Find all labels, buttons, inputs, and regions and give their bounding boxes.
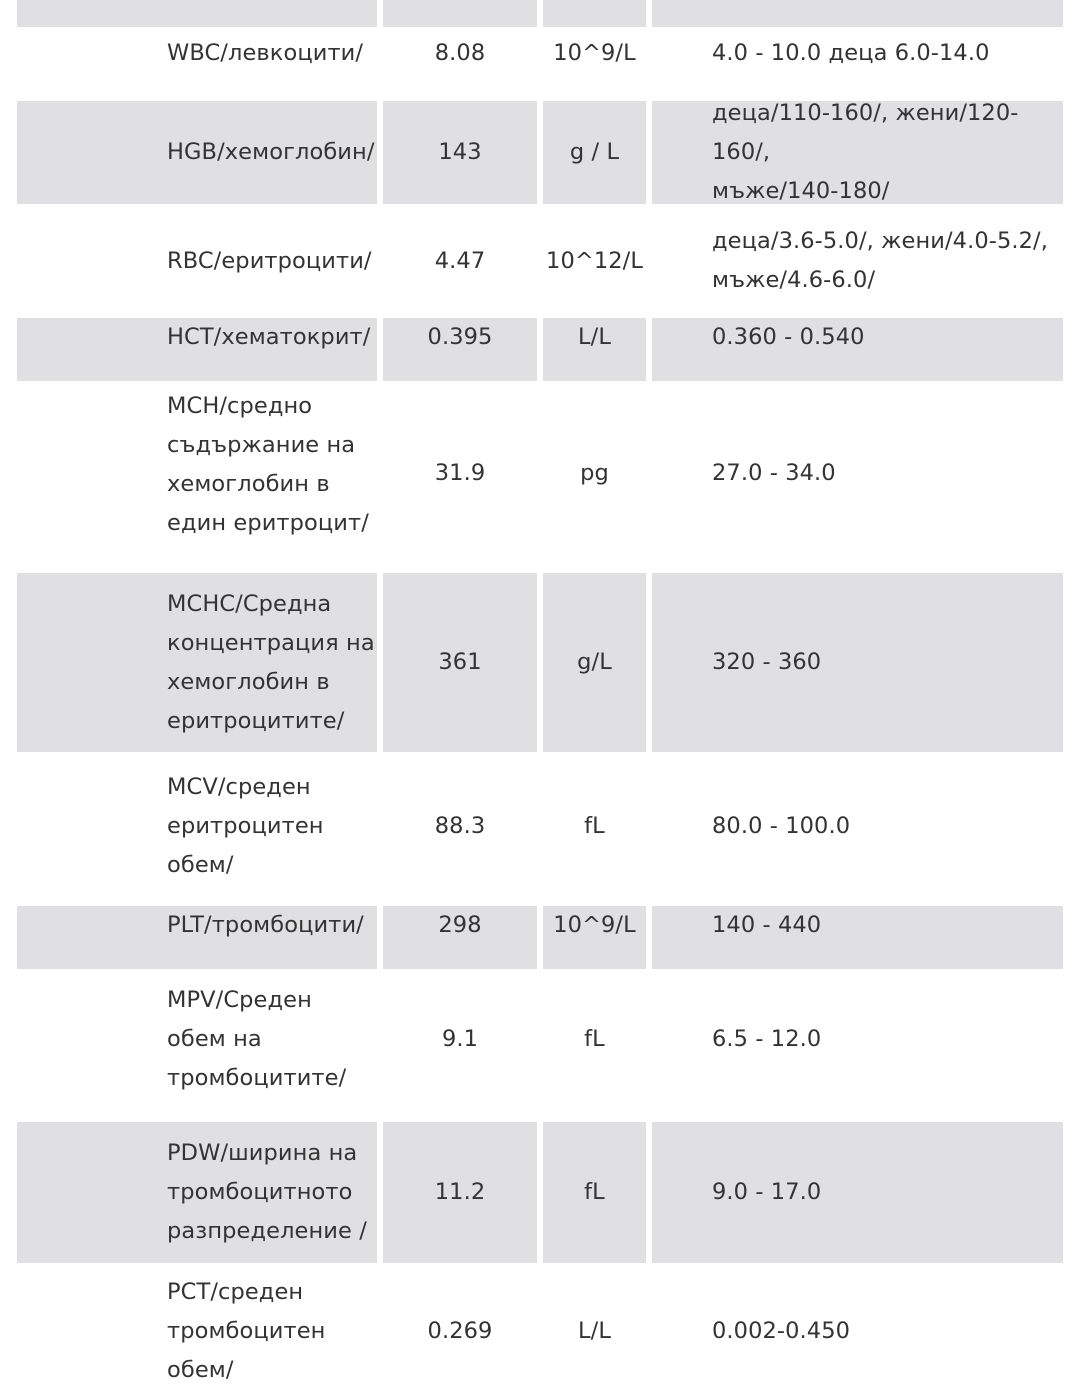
- test-unit: fL: [584, 1025, 605, 1052]
- reference-range: 6.5 - 12.0: [712, 1025, 822, 1052]
- test-unit: L/L: [578, 324, 611, 350]
- test-unit: fL: [584, 812, 605, 839]
- test-name: MCH/средно съдържание на хемоглобин в един еритроцит/: [167, 393, 369, 536]
- table-row: [0, 101, 1080, 204]
- table-row: [0, 1122, 1080, 1263]
- test-unit: 10^9/L: [553, 40, 636, 66]
- test-name: PLT/тромбоцити/: [167, 912, 364, 938]
- test-value: 0.395: [427, 324, 493, 350]
- test-name: [167, 0, 379, 27]
- reference-range: 0.002-0.450: [712, 1318, 851, 1344]
- reference-range: 140 - 440: [712, 912, 822, 938]
- table-row: [0, 204, 1080, 318]
- test-name: MCHC/Средна концентрация на хемоглобин в еритроцитите/: [167, 590, 375, 734]
- test-value: 8.08: [434, 40, 486, 66]
- reference-range: 0.360 - 0.540: [712, 324, 865, 350]
- test-name: MCV/среден еритроцитен обем/: [167, 773, 324, 878]
- reference-range: 27.0 - 34.0: [712, 459, 836, 486]
- test-value: 361: [438, 649, 482, 675]
- table-row: [0, 0, 1080, 27]
- test-value: 4.47: [434, 247, 486, 274]
- test-value: 31.9: [434, 459, 486, 486]
- test-unit: 10^9/L: [553, 912, 636, 938]
- test-value: 9.1: [441, 1025, 479, 1052]
- reference-range: 9.0 - 17.0: [712, 1179, 822, 1205]
- test-unit: 10^12/L: [546, 247, 643, 274]
- test-value: 143: [438, 139, 482, 165]
- table-row: [0, 381, 1080, 573]
- reference-range: 320 - 360: [712, 649, 822, 675]
- reference-range: деца/3.6-5.0/, жени/4.0-5.2/, мъже/4.6-6.0/: [712, 228, 1048, 293]
- table-row: [0, 1263, 1080, 1400]
- test-unit: L/L: [578, 1318, 611, 1344]
- test-unit: fL: [584, 1179, 605, 1205]
- test-name: PCT/среден тромбоцитен обем/: [167, 1279, 326, 1383]
- reference-range: деца/110-160/, жени/120-160/, мъже/140-180/: [712, 100, 1019, 204]
- test-name: WBC/левкоцити/: [167, 40, 364, 66]
- test-value: 88.3: [434, 812, 486, 839]
- table-row: [0, 573, 1080, 752]
- table-row: [0, 906, 1080, 969]
- table-row: [0, 752, 1080, 906]
- test-name: MPV/Среден обем на тромбоцитите/: [167, 986, 347, 1091]
- test-name: HGB/хемоглобин/: [167, 139, 375, 165]
- reference-range: 4.0 - 10.0 деца 6.0-14.0: [712, 40, 990, 66]
- test-name: HCT/хематокрит/: [167, 324, 371, 350]
- test-value: 11.2: [434, 1179, 486, 1205]
- table-row: [0, 969, 1080, 1122]
- test-value: 298: [438, 912, 482, 938]
- test-name: PDW/ширина на тромбоцитното разпределение /: [167, 1140, 367, 1244]
- test-value: 0.269: [427, 1318, 493, 1344]
- reference-range: 80.0 - 100.0: [712, 812, 851, 839]
- table-row: [0, 27, 1080, 101]
- test-unit: g / L: [569, 139, 620, 165]
- test-unit: pg: [580, 459, 609, 486]
- test-unit: g/L: [577, 649, 612, 675]
- table-row: [0, 318, 1080, 381]
- test-name: RBC/еритроцити/: [167, 247, 372, 274]
